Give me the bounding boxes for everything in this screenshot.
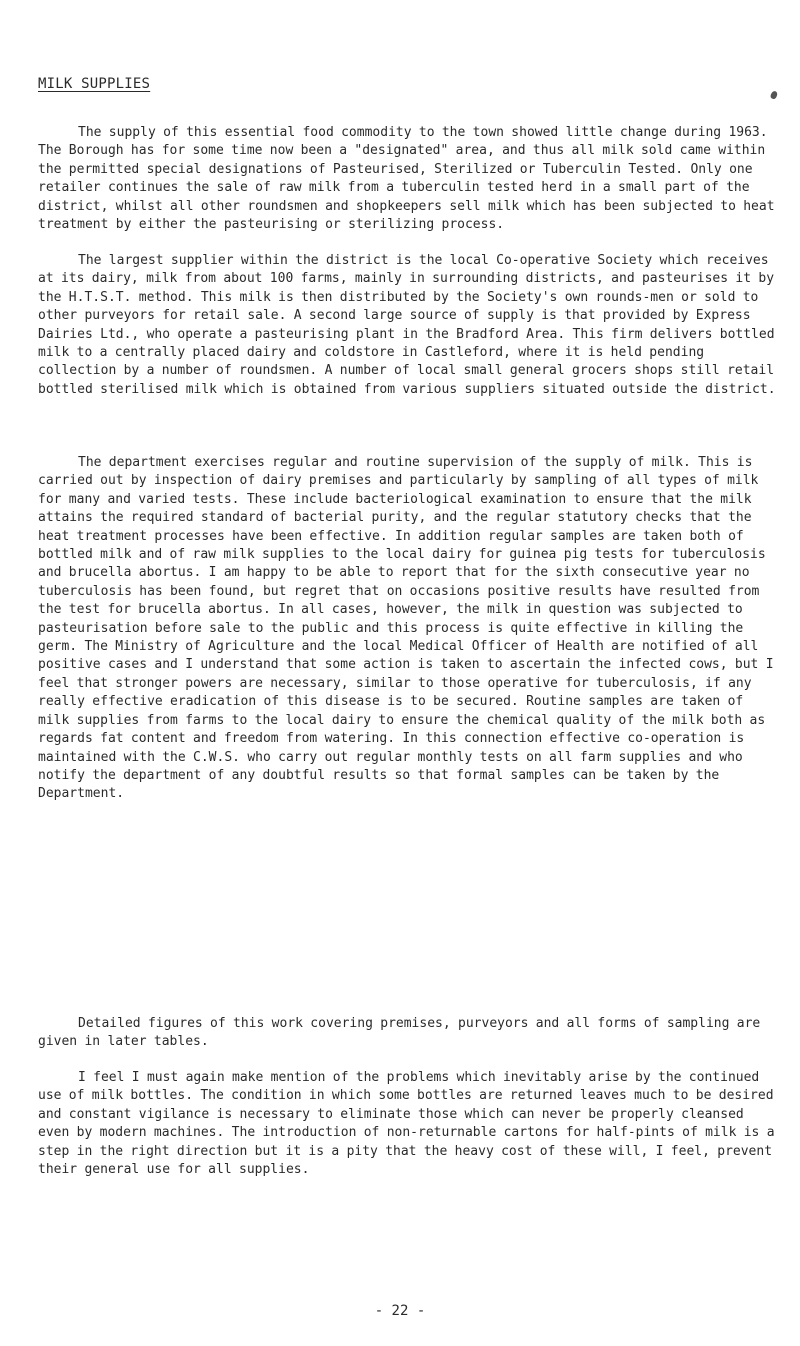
page-number: - 22 - xyxy=(374,1303,426,1319)
ink-mark xyxy=(770,90,779,100)
paragraph-milk-supply-overview: The supply of this essential food commodity to the town showed little change during 1963. The Borough has for some time now been a "designated" area, and thus all milk sold came within the permitted special designations of Pasteurised, Sterilized or Tuberculin Tested. Only one retailer continues the sale of raw milk from a tuberculin tested herd in a small part of the district, whilst all other roundsmen and shopkeepers sell milk which has been subjected to heat treatment by either the pasteurising or sterilizing process. xyxy=(38,125,775,233)
paragraph-detailed-figures: Detailed figures of this work covering premises, purveyors and all forms of sampling are given in later tables. xyxy=(38,1016,761,1050)
section-heading: MILK SUPPLIES xyxy=(38,76,151,92)
paragraph-largest-supplier: The largest supplier within the district is the local Co-operative Society which receives at its dairy, milk from about 100 farms, mainly in surrounding districts, and pasteurises it by the H.T.S.T. method. This milk is then distributed by the Society's own rounds-men or sold to other purveyors for retail sale. A second large source of supply is that provided by Express Dairies Ltd., who operate a pasteurising plant in the Bradford Area. This firm delivers bottled milk to a centrally placed dairy and coldstore in Castleford, where it is held pending collection by a number of roundsmen. A number of local small general grocers shops still retail bottled sterilised milk which is obtained from various suppliers situated outside the district. xyxy=(38,253,776,397)
paragraph-milk-bottles: I feel I must again make mention of the problems which inevitably arise by the continued use of milk bottles. The condition in which some bottles are returned leaves much to be desired and constant vigilance is necessary to eliminate those which can never be properly cleansed even by modern machines. The introduction of non-returnable cartons for half-pints of milk is a step in the right direction but it is a pity that the heavy cost of these will, I feel, prevent their general use for all supplies. xyxy=(38,1070,775,1178)
paragraph-supervision-and-sampling: The department exercises regular and routine supervision of the supply of milk. This is carried out by inspection of dairy premises and particularly by sampling of all types of milk for many and varied tests. These include bacteriological examination to ensure that the milk attains the required standard of bacterial purity, and the regular statutory checks that the heat treatment processes have been effective. In addition regular samples are taken both of bottled milk and of raw milk supplies to the local dairy for guinea pig tests for tuberculosis and brucella abortus. I am happy to be able to report that for the sixth consecutive year no tuberculosis has been found, but regret that on occasions positive results have resulted from the test for brucella abortus. In all cases, however, the milk in question was subjected to pasteurisation before sale to the public and this process is quite effective in killing the germ. The Ministry of Agriculture and the local Medical Officer of Health are notified of all positive cases and I understand that some action is taken to ascertain the infected cows, but I feel that stronger powers are necessary, similar to those operative for tuberculosis, if any really effective eradication of this disease is to be secured. Routine samples are taken of milk supplies from farms to the local dairy to ensure the chemical quality of the milk both as regards fat content and freedom from watering. In this connection effective co-operation is maintained with the C.W.S. who carry out regular monthly tests on all farm supplies and who notify the department of any doubtful results so that formal samples can be taken by the Department. xyxy=(38,455,774,802)
